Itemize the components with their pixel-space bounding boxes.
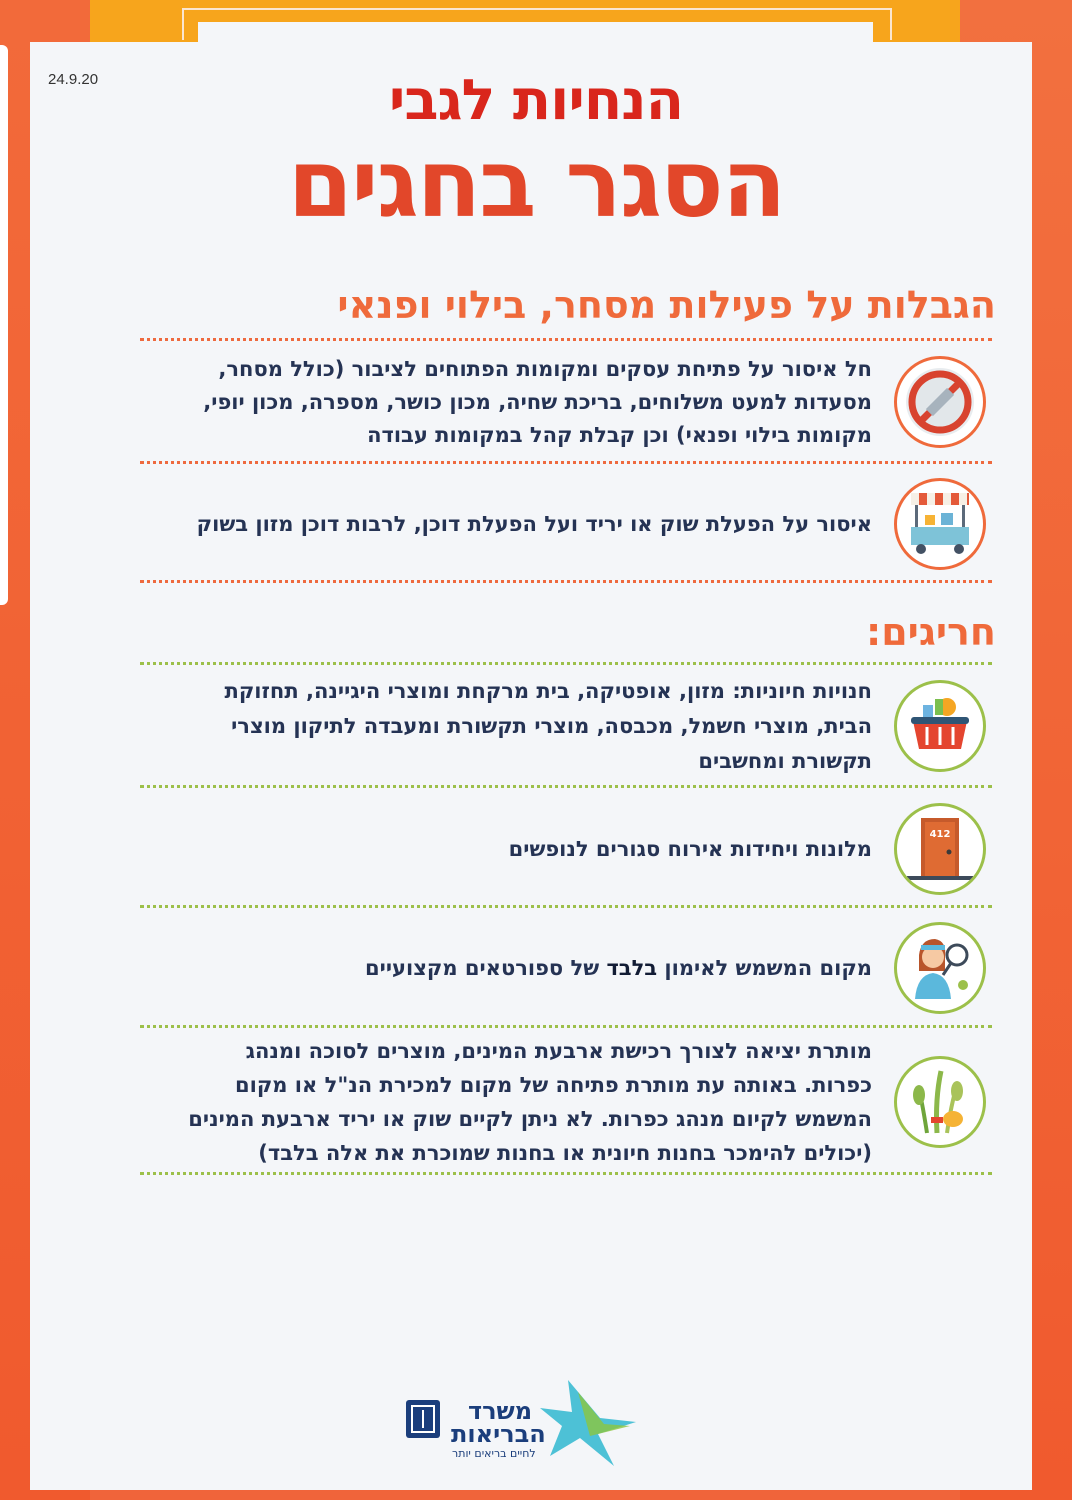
item-text: [172, 951, 872, 986]
ministry-name-line2: הבריאות: [451, 1420, 546, 1448]
dotted-divider: [140, 338, 992, 341]
publish-date: 24.9.20: [48, 71, 99, 88]
door-number: 412: [929, 829, 951, 840]
item-text: חנויות חיוניות: מזון, אופטיקה, בית מרקחת ומוצרי היגיינה, תחזוקת הבית, מוצרי חשמל, מכבסה, מוצרי תקשורת ומעבדה לתיקון מוצרי תקשורת ומחשבים: [224, 678, 872, 773]
prohibited-icon: [894, 356, 986, 448]
dotted-divider: [140, 461, 992, 464]
hotel-door-icon: [894, 803, 986, 895]
list-item: [140, 478, 992, 570]
list-item: [140, 680, 992, 772]
market-stall-icon: [894, 478, 986, 570]
dotted-divider: [140, 1172, 992, 1175]
poster-card-tab: [198, 22, 873, 52]
item-text-part: מקום המשמש לאימון: [657, 955, 872, 980]
item-text-part: של ספורטאים מקצועיים: [365, 955, 607, 980]
tennis-player-icon: [894, 922, 986, 1014]
list-item: [140, 922, 992, 1014]
section-heading-restrictions: הגבלות על פעילות מסחר, בילוי ופנאי: [337, 283, 996, 327]
item-text: מותרת יציאה לצורך רכישת ארבעת המינים, מוצרים לסוכה ומנהג כפרות. באותה עת מותרת פתיחה של מקום למכירת הנ"ל או מקום המשמש לקיום מנהג כפרות. לא ניתן לקיים שוק או יריד ארבעת המינים (יכולים להימכר בחנות חיונית או בחנות שמוכרת את אלה בלבד): [188, 1039, 872, 1165]
shopping-basket-icon: [894, 680, 986, 772]
list-item: [140, 1039, 992, 1165]
poster-title-line2: הסגר בחגים: [287, 130, 785, 239]
dotted-divider: [140, 905, 992, 908]
ministry-tagline: לחיים בריאים יותר: [452, 1447, 536, 1460]
four-species-icon: [894, 1056, 986, 1148]
ministry-name-line1: משרד: [468, 1397, 533, 1425]
list-item: [140, 803, 992, 895]
list-item: [140, 356, 992, 448]
dotted-divider: [140, 662, 992, 665]
section-heading-exceptions: חריגים:: [866, 610, 996, 654]
dotted-divider: [140, 1025, 992, 1028]
item-text: איסור על הפעלת שוק או יריד ועל הפעלת דוכן, לרבות דוכן מזון בשוק: [196, 511, 872, 536]
item-text-emphasis: בלבד: [606, 955, 658, 980]
poster-title-line1: הנחיות לגבי: [388, 68, 684, 133]
dotted-divider: [140, 785, 992, 788]
dotted-divider: [140, 580, 992, 583]
item-text: חל איסור על פתיחת עסקים ומקומות הפתוחים לציבור (כולל מסחר, מסעדות למעט משלוחים, בריכת שחיה, מכון כושר, מספרה, מכון יופי, מקומות בילוי ופנאי) וכן קבלת קהל במקומות עבודה: [203, 356, 872, 447]
item-text: מלונות ויחידות אירוח סגורים לנופשים: [508, 836, 872, 861]
